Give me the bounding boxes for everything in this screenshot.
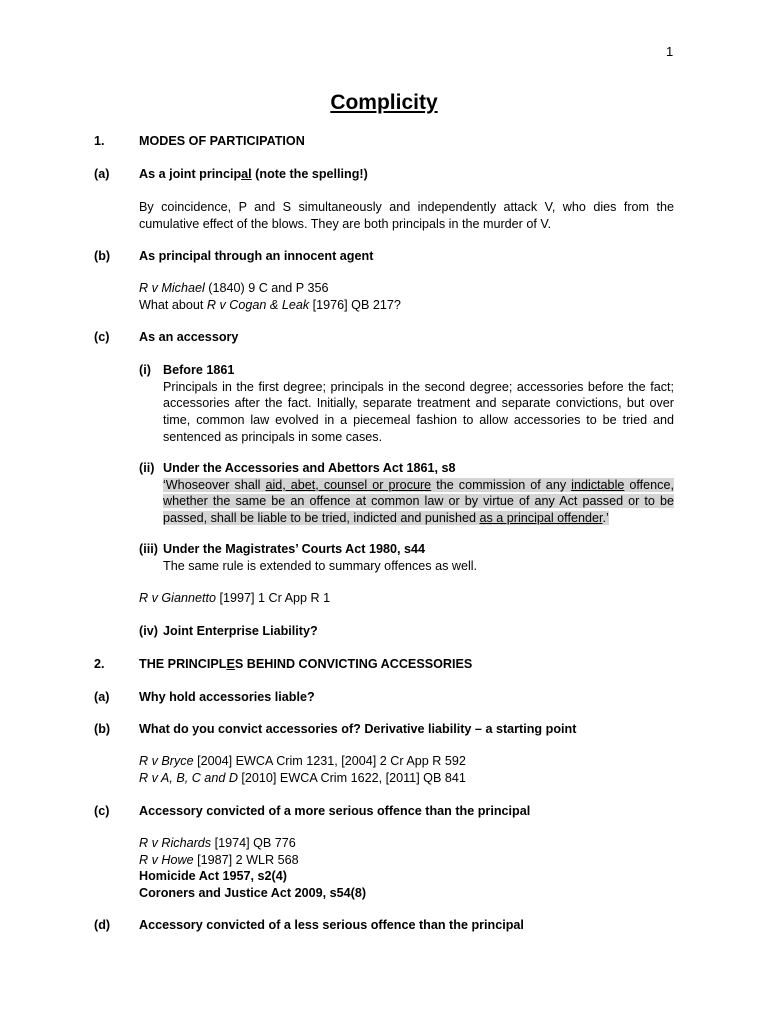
item-label: (ii) bbox=[139, 461, 155, 475]
case-cite: [1997] 1 Cr App R 1 bbox=[216, 591, 331, 605]
subsection-title: Accessory convicted of a more serious offence than the principal bbox=[139, 804, 531, 818]
case-cite: [1987] 2 WLR 568 bbox=[193, 853, 299, 867]
heading-underlined: E bbox=[226, 657, 235, 671]
section-number: 2. bbox=[94, 657, 105, 671]
case-citation bbox=[139, 852, 674, 869]
item-body bbox=[163, 541, 674, 574]
heading-text: THE PRINCIPL bbox=[139, 657, 227, 671]
case-citation bbox=[139, 770, 674, 787]
quote-underlined: as a principal offender bbox=[479, 511, 603, 526]
item-body bbox=[163, 362, 674, 446]
subsection-title bbox=[139, 166, 674, 183]
statute-reference: Coroners and Justice Act 2009, s54(8) bbox=[139, 886, 367, 900]
item-paragraph: Principals in the first degree; principals in the second degree; accessories before the fact; accessories after the fact. Initially, separate treatment and separate convictions, but over time, common law evolved in a piecemeal fashion to allow accessories to be tried and sentenced as principals in some cases. bbox=[163, 379, 674, 444]
subsection-title: Why hold accessories liable? bbox=[139, 690, 315, 704]
case-cite: [2010] EWCA Crim 1622, [2011] QB 841 bbox=[237, 771, 466, 785]
subsection-label: (b) bbox=[94, 249, 111, 263]
case-cite: [2004] EWCA Crim 1231, [2004] 2 Cr App R 592 bbox=[193, 754, 466, 768]
item-body bbox=[163, 460, 674, 527]
case-name: R v A, B, C and D bbox=[139, 771, 238, 785]
subsection-label: (a) bbox=[94, 167, 110, 181]
case-citation bbox=[139, 297, 674, 314]
quote-underlined: indictable bbox=[571, 477, 625, 492]
subsection-label: (c) bbox=[94, 804, 110, 818]
page-title: Complicity bbox=[330, 91, 438, 114]
item-label: (iii) bbox=[139, 542, 158, 556]
heading-text-rest: S BEHIND CONVICTING ACCESSORIES bbox=[234, 657, 473, 671]
subsection-title: Accessory convicted of a less serious offence than the principal bbox=[139, 918, 524, 932]
quote-text: .’ bbox=[602, 511, 609, 526]
case-name: R v Cogan & Leak bbox=[206, 298, 310, 312]
case-cite: [1976] QB 217? bbox=[309, 298, 401, 312]
subsection-title: As principal through an innocent agent bbox=[139, 249, 374, 263]
subsection-label: (d) bbox=[94, 918, 111, 932]
subsection-title: What do you convict accessories of? Derivative liability – a starting point bbox=[139, 722, 577, 736]
case-name: R v Bryce bbox=[139, 754, 194, 768]
quote-text: offence, whether the same be an offence at common law or by virtue of any Act passed or to be passed, shall be liable to be tried, indicted and punished bbox=[163, 477, 674, 526]
case-name: R v Giannetto bbox=[139, 591, 217, 605]
quote-text: the commission of any bbox=[431, 477, 572, 492]
case-citation bbox=[139, 280, 674, 297]
item-heading: Under the Accessories and Abettors Act 1861, s8 bbox=[163, 461, 456, 475]
item-heading: Joint Enterprise Liability? bbox=[163, 624, 318, 638]
page-number: 1 bbox=[666, 44, 674, 59]
section-number: 1. bbox=[94, 134, 105, 148]
case-prefix: What about bbox=[139, 298, 207, 312]
item-heading: Under the Magistrates’ Courts Act 1980, s44 bbox=[163, 542, 425, 556]
statute-quote bbox=[163, 477, 674, 527]
subsection-label: (b) bbox=[94, 722, 111, 736]
quote-underlined: aid, abet, counsel or procure bbox=[265, 477, 432, 492]
heading-underlined: al bbox=[241, 167, 252, 181]
section-title bbox=[139, 656, 674, 673]
paragraph-joint-principal: By coincidence, P and S simultaneously and independently attack V, who dies from the cumulative effect of the blows. They are both principals in the murder of V. bbox=[139, 200, 674, 231]
case-cite: (1840) 9 C and P 356 bbox=[204, 281, 329, 295]
case-cite: [1974] QB 776 bbox=[211, 836, 296, 850]
statute-reference: Homicide Act 1957, s2(4) bbox=[139, 869, 287, 883]
case-citation bbox=[139, 590, 674, 607]
item-paragraph: The same rule is extended to summary offences as well. bbox=[163, 558, 478, 573]
item-label: (iv) bbox=[139, 624, 158, 638]
case-name: R v Michael bbox=[139, 281, 205, 295]
subsection-label: (a) bbox=[94, 690, 110, 704]
item-heading: Before 1861 bbox=[163, 363, 235, 377]
case-citation bbox=[139, 753, 674, 770]
item-label: (i) bbox=[139, 363, 151, 377]
case-name: R v Richards bbox=[139, 836, 212, 850]
subsection-label: (c) bbox=[94, 330, 110, 344]
heading-text: As a joint princip bbox=[139, 167, 242, 181]
heading-text-rest: (note the spelling!) bbox=[251, 167, 368, 181]
quote-highlight bbox=[163, 478, 674, 525]
section-title: MODES OF PARTICIPATION bbox=[139, 134, 305, 148]
quote-text: ‘Whoseover shall bbox=[163, 477, 266, 492]
subsection-title: As an accessory bbox=[139, 330, 239, 344]
case-name: R v Howe bbox=[139, 853, 194, 867]
case-citation bbox=[139, 835, 674, 852]
